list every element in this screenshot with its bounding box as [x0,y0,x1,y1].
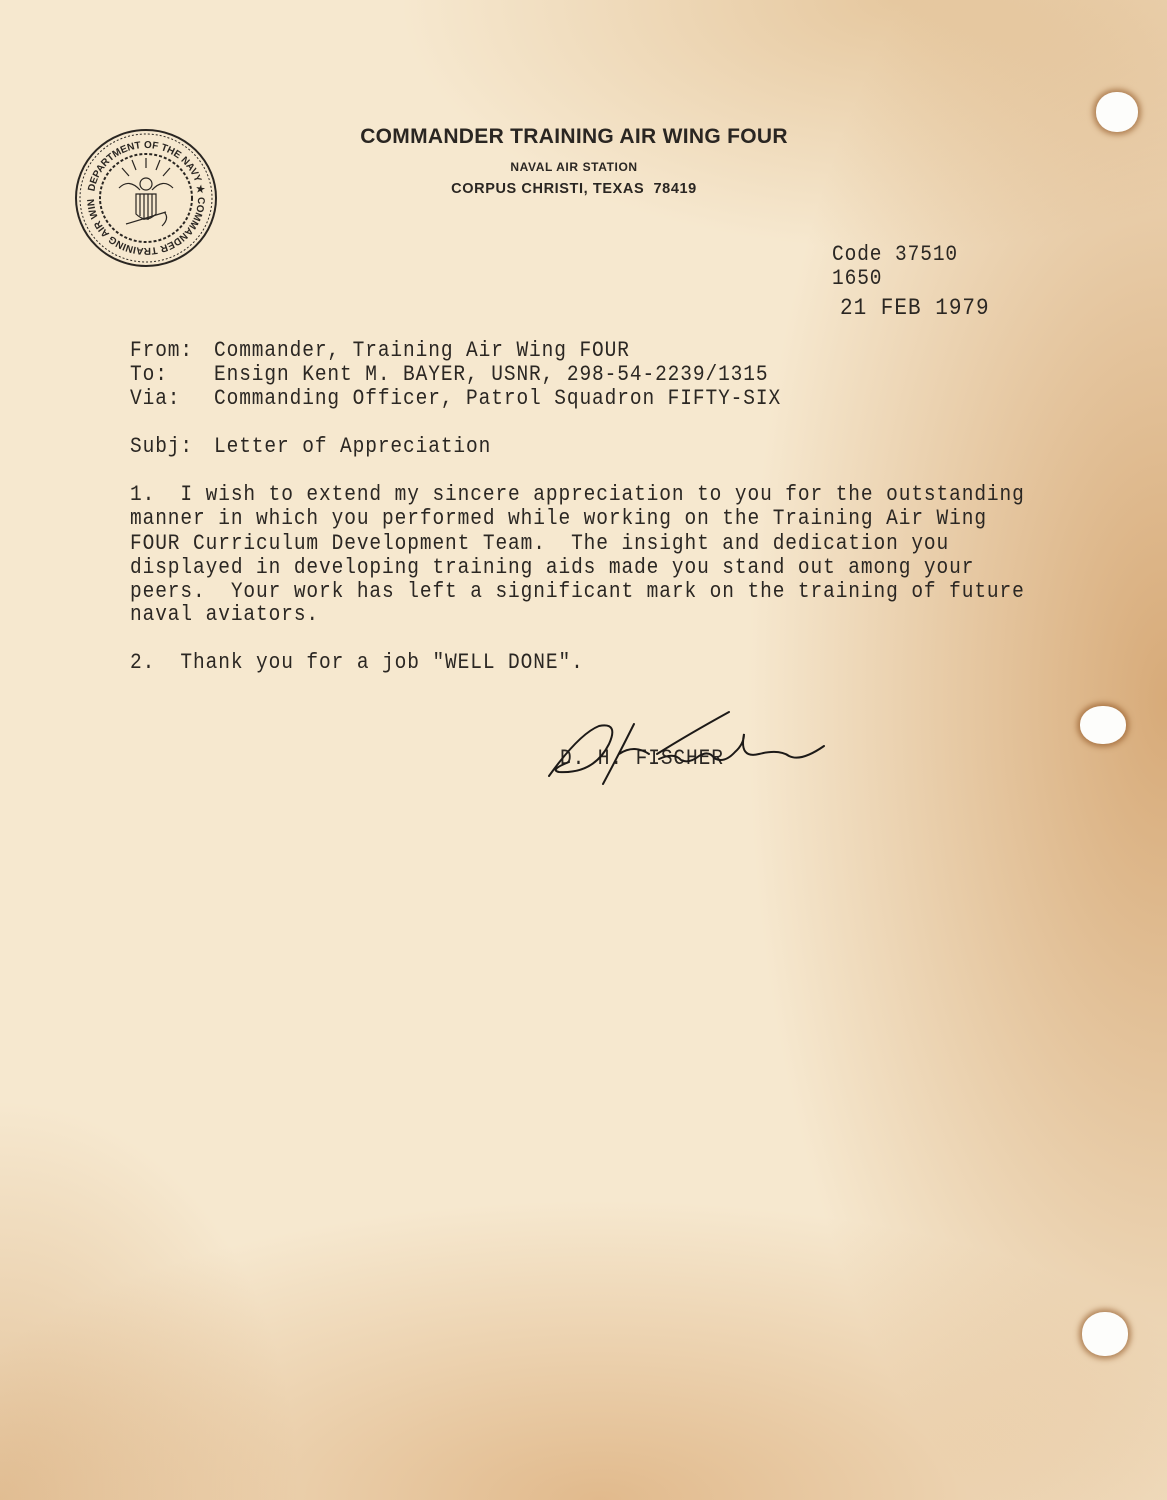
from-value: Commander, Training Air Wing FOUR [214,338,630,363]
paragraph-1-line: 1. I wish to extend my sincere appreciation to you for the outstanding [130,482,1025,507]
letterhead-subtitle: NAVAL AIR STATION [510,160,638,174]
reference-serial: 1650 [832,266,883,291]
paragraph-1-line: displayed in developing training aids made you stand out among your [130,555,975,580]
letterhead-title: COMMANDER TRAINING AIR WING FOUR [360,125,788,148]
binder-hole [1096,92,1138,132]
binder-hole [1082,1312,1128,1356]
to-value: Ensign Kent M. BAYER, USNR, 298-54-2239/1315 [214,362,769,387]
to-label: To: [130,362,168,387]
paragraph-1-line: FOUR Curriculum Development Team. The insight and dedication you [130,531,950,556]
binder-hole [1080,706,1126,744]
handwritten-signature [520,686,839,799]
reference-code: Code 37510 [832,242,959,267]
via-value: Commanding Officer, Patrol Squadron FIFTY-SIX [214,386,782,411]
letterhead-address: CORPUS CHRISTI, TEXAS 78419 [451,181,697,197]
subject-value: Letter of Appreciation [214,434,492,459]
paragraph-2: 2. Thank you for a job "WELL DONE". [130,650,584,675]
via-label: Via: [130,386,181,411]
paragraph-1-line: naval aviators. [130,602,320,627]
paragraph-1-line: manner in which you performed while working on the Training Air Wing [130,506,987,531]
signer-name: D. H. FISCHER [560,746,724,771]
from-label: From: [130,338,194,363]
paragraph-1-line: peers. Your work has left a significant mark on the training of future [130,579,1025,604]
svg-text:DEPARTMENT OF THE NAVY ★ COMMA: DEPARTMENT OF THE NAVY ★ COMMANDER TRAINING AIR WIN [86,139,207,257]
subject-label: Subj: [130,434,194,459]
date-stamp: 21 FEB 1979 [840,296,990,322]
